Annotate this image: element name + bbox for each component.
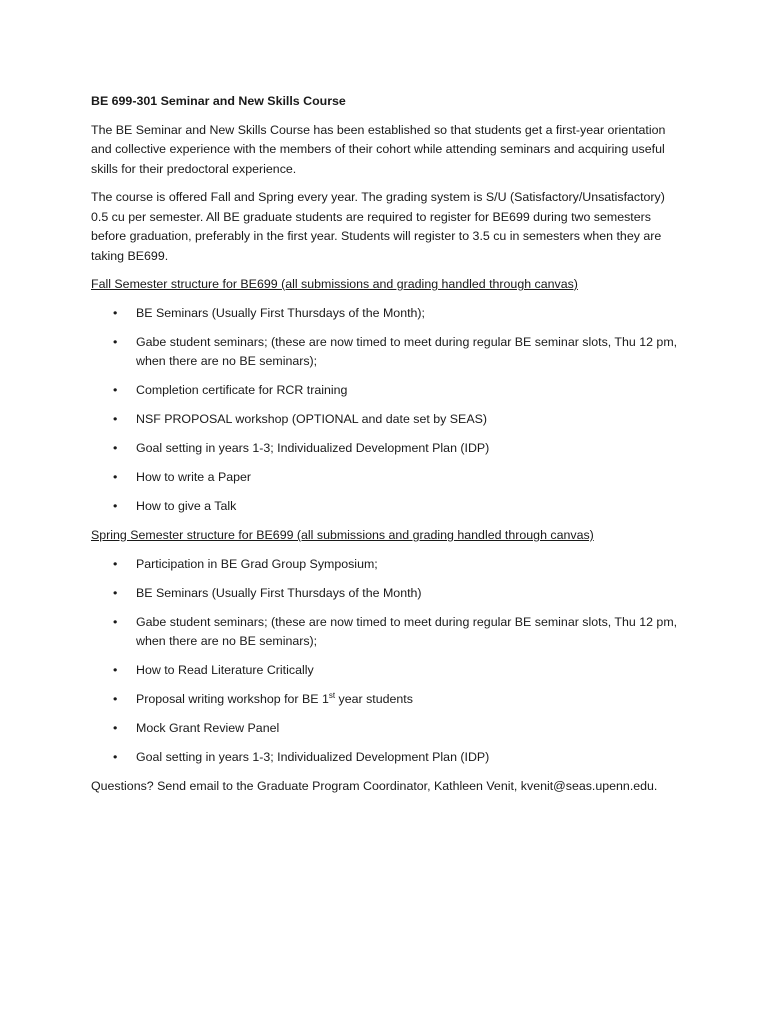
spring-semester-list [91,555,681,768]
list-item [91,555,681,575]
list-item [91,613,681,652]
fall-semester-heading: Fall Semester structure for BE699 (all submissions and grading handled through canvas) [91,277,578,291]
bullet-icon: • [113,441,118,455]
bullet-icon: • [113,383,118,397]
list-item-text: Goal setting in years 1-3; Individualized Development Plan (IDP) [136,750,490,764]
bullet-icon: • [113,556,118,571]
list-item-text: Gabe student seminars; (these are now timed to meet during regular BE seminar slots, Thu 12 pm, when there are no BE seminars); [136,614,678,648]
list-item-text: BE Seminars (Usually First Thursdays of the Month) [136,585,422,600]
list-item [91,661,681,681]
bullet-icon: • [113,663,118,677]
superscript-ordinal: st [328,690,336,700]
list-item [91,748,681,768]
list-item-text: Participation in BE Grad Group Symposium; [136,556,378,571]
bullet-icon: • [113,412,118,426]
proposal-item-text: Proposal writing workshop for BE 1 [136,692,329,706]
document-title: BE 699-301 Seminar and New Skills Course [91,94,346,108]
bullet-icon: • [113,499,118,513]
list-item-text: Completion certificate for RCR training [136,383,348,397]
fall-semester-list [91,304,681,517]
list-item [91,690,681,710]
list-item [91,497,681,517]
list-item [91,439,681,459]
bullet-icon: • [113,334,118,349]
list-item-text: How to give a Talk [136,499,237,513]
list-item-text: NSF PROPOSAL workshop (OPTIONAL and date set by SEAS) [136,412,487,426]
list-item [91,333,681,372]
bullet-icon: • [113,614,118,629]
document-page [91,92,681,806]
list-item-text: BE Seminars (Usually First Thursdays of the Month); [136,305,425,320]
course-info-paragraph: The course is offered Fall and Spring every year. The grading system is S/U (Satisfactory/Unsatisfactory) 0.5 cu per semester. All BE graduate students are required to register for BE699 during two semesters before graduation, preferably in the first year. Students will register to 3.5 cu in semesters when they are taking BE699. [91,190,665,263]
intro-paragraph: The BE Seminar and New Skills Course has been established so that students get a first-year orientation and collective experience with the members of their cohort while attending seminars and acquiring useful skills for their predoctoral experience. [91,122,666,176]
list-item [91,468,681,488]
contact-paragraph: Questions? Send email to the Graduate Program Coordinator, Kathleen Venit, kvenit@seas.upenn.edu. [91,779,658,793]
list-item [91,584,681,604]
list-item [91,381,681,401]
list-item [91,719,681,739]
list-item-text: Mock Grant Review Panel [136,721,280,735]
list-item-text: How to write a Paper [136,470,252,484]
list-item-text: Goal setting in years 1-3; Individualized Development Plan (IDP) [136,441,490,455]
bullet-icon: • [113,470,118,484]
bullet-icon: • [113,692,118,706]
bullet-icon: • [113,750,118,764]
list-item [91,304,681,324]
bullet-icon: • [113,305,118,320]
bullet-icon: • [113,721,118,735]
list-item [91,410,681,430]
spring-semester-heading: Spring Semester structure for BE699 (all submissions and grading handled through canvas) [91,528,594,542]
bullet-icon: • [113,585,118,600]
list-item-text: How to Read Literature Critically [136,663,314,677]
list-item-text: Gabe student seminars; (these are now timed to meet during regular BE seminar slots, Thu 12 pm, when there are no BE seminars); [136,334,678,368]
proposal-item-suffix: year students [335,692,413,706]
